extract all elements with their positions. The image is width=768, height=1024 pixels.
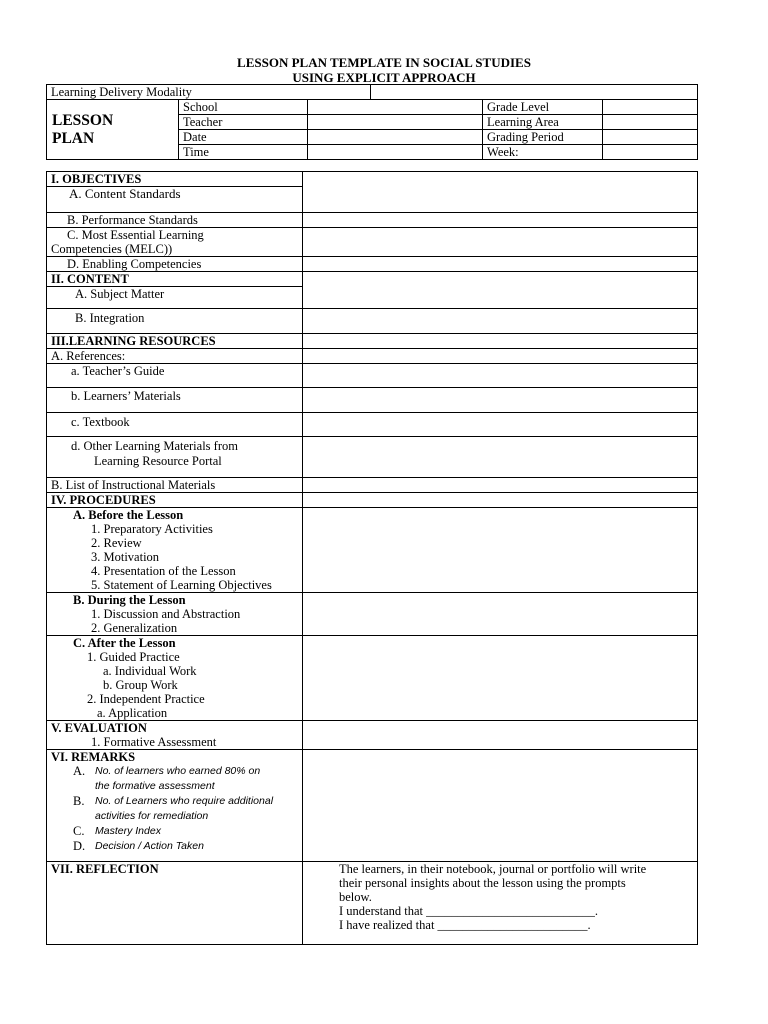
modality-value[interactable] [371, 85, 698, 100]
subject-matter-value[interactable] [303, 272, 698, 309]
grade-level-value[interactable] [603, 100, 698, 115]
reflection-heading: VII. REFLECTION [47, 862, 303, 945]
teachers-guide-label: a. Teacher’s Guide [47, 364, 303, 388]
subject-matter-label: A. Subject Matter [47, 287, 303, 309]
procedures-heading: IV. PROCEDURES [47, 493, 303, 508]
melc-value[interactable] [303, 228, 698, 257]
performance-standards-value[interactable] [303, 213, 698, 228]
week-value[interactable] [603, 145, 698, 160]
before-lesson-heading: A. Before the Lesson [73, 508, 184, 522]
modality-label: Learning Delivery Modality [47, 85, 371, 100]
teacher-label: Teacher [179, 115, 308, 130]
reflection-understand-prompt: I understand that ___________________________. [339, 904, 599, 918]
grading-period-label: Grading Period [483, 130, 603, 145]
teacher-value[interactable] [308, 115, 483, 130]
document-title-line2: USING EXPLICIT APPROACH [292, 70, 476, 85]
date-value[interactable] [308, 130, 483, 145]
enabling-competencies-value[interactable] [303, 257, 698, 272]
remarks-item-d: D. Decision / Action Taken [73, 839, 204, 853]
learners-materials-value[interactable] [303, 388, 698, 413]
grade-level-label: Grade Level [483, 100, 603, 115]
content-standards-label: A. Content Standards [47, 187, 303, 213]
melc-label: C. Most Essential Learning Competencies (MELC)) [47, 228, 303, 257]
lesson-header-table [46, 84, 698, 160]
before-lesson-value[interactable] [303, 508, 698, 593]
week-label: Week: [483, 145, 603, 160]
evaluation-cell: V. EVALUATION 1. Formative Assessment [47, 721, 303, 750]
learners-materials-label: b. Learners’ Materials [47, 388, 303, 413]
procedures-value[interactable] [303, 493, 698, 508]
after-lesson-value[interactable] [303, 636, 698, 721]
reflection-prompts: The learners, in their notebook, journal or portfolio will write their personal insights about the lesson using the prompts below. I understand that ___________________________. I have realized that ________________________. [303, 862, 698, 945]
school-label: School [179, 100, 308, 115]
remarks-cell [47, 750, 303, 862]
textbook-value[interactable] [303, 413, 698, 437]
instructional-materials-value[interactable] [303, 478, 698, 493]
remarks-item-c: C. Mastery Index [73, 824, 161, 838]
enabling-competencies-label: D. Enabling Competencies [47, 257, 303, 272]
lesson-plan-label: LESSON PLAN [47, 100, 179, 160]
evaluation-value[interactable] [303, 721, 698, 750]
reflection-realized-prompt: I have realized that ________________________. [339, 918, 591, 932]
objectives-content-standards-value[interactable] [303, 172, 698, 213]
references-label: A. References: [47, 349, 303, 364]
references-value[interactable] [303, 349, 698, 364]
evaluation-heading: V. EVALUATION [51, 721, 147, 735]
school-value[interactable] [308, 100, 483, 115]
remarks-heading: VI. REMARKS [51, 750, 136, 764]
remarks-value[interactable] [303, 750, 698, 862]
instructional-materials-label: B. List of Instructional Materials [47, 478, 303, 493]
grading-period-value[interactable] [603, 130, 698, 145]
document-title-line1: LESSON PLAN TEMPLATE IN SOCIAL STUDIES [237, 55, 531, 70]
during-lesson-cell: B. During the Lesson 1. Discussion and Abstraction 2. Generalization [47, 593, 303, 636]
after-lesson-cell: C. After the Lesson 1. Guided Practice a. Individual Work b. Group Work 2. Independent Practice a. Application [47, 636, 303, 721]
content-heading: II. CONTENT [47, 272, 303, 287]
remarks-item-b: B. No. of Learners who require additional activities for remediation [73, 794, 274, 822]
learning-resources-value[interactable] [303, 334, 698, 349]
other-materials-value[interactable] [303, 437, 698, 478]
performance-standards-label: B. Performance Standards [47, 213, 303, 228]
during-lesson-heading: B. During the Lesson [73, 593, 186, 607]
learning-area-label: Learning Area [483, 115, 603, 130]
textbook-label: c. Textbook [47, 413, 303, 437]
teachers-guide-value[interactable] [303, 364, 698, 388]
objectives-heading: I. OBJECTIVES [47, 172, 303, 187]
after-lesson-heading: C. After the Lesson [73, 636, 176, 650]
lesson-plan-table [46, 171, 698, 945]
remarks-item-a: A. No. of learners who earned 80% on the formative assessment [73, 764, 261, 792]
learning-resources-heading: III.LEARNING RESOURCES [47, 334, 303, 349]
time-label: Time [179, 145, 308, 160]
before-lesson-cell: A. Before the Lesson 1. Preparatory Activities 2. Review 3. Motivation 4. Presentation of the Lesson 5. Statement of Learning Objectives [47, 508, 303, 593]
time-value[interactable] [308, 145, 483, 160]
learning-area-value[interactable] [603, 115, 698, 130]
other-materials-label: d. Other Learning Materials from Learning Resource Portal [47, 437, 303, 478]
date-label: Date [179, 130, 308, 145]
during-lesson-value[interactable] [303, 593, 698, 636]
integration-value[interactable] [303, 309, 698, 334]
integration-label: B. Integration [47, 309, 303, 334]
